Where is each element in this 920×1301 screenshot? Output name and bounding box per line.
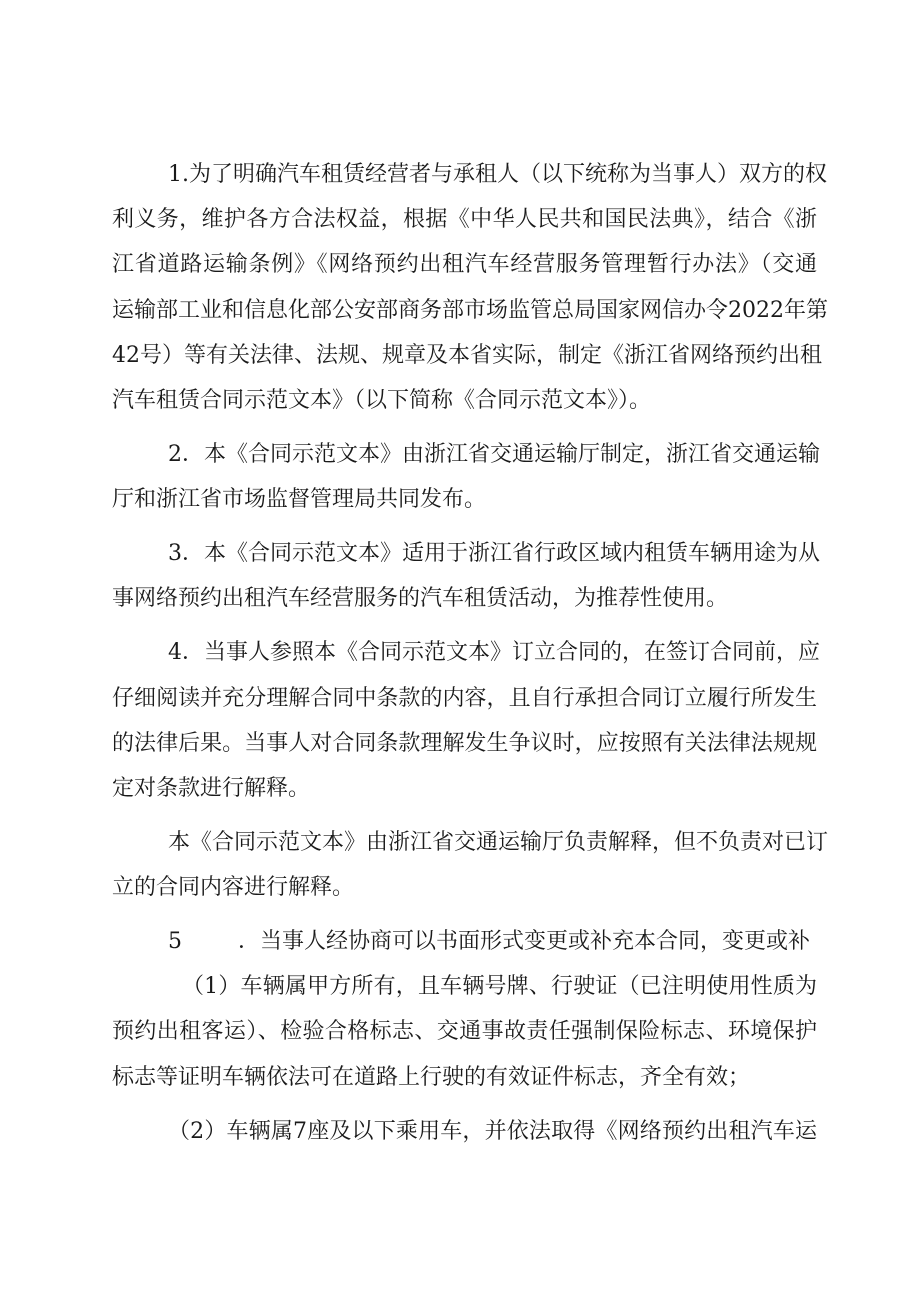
text-line: 汽车租赁合同示范文本》（以下简称《合同示范文本》）。 <box>112 387 652 413</box>
text-line: 5 ．当事人经协商可以书面形式变更或补充本合同，变更或补 <box>168 929 810 955</box>
text-line: （1）车辆属甲方所有，且车辆号牌、行驶证（已注明使用性质为 <box>182 974 817 1000</box>
text-line: 利义务，维护各方合法权益，根据《中华人民共和国民法典》，结合《浙 <box>112 207 817 233</box>
text-line: 3．本《合同示范文本》适用于浙江省行政区域内租赁车辆用途为从 <box>168 541 820 567</box>
text-line: 立的合同内容进行解释。 <box>112 875 355 901</box>
text-line: 的法律后果。当事人对合同条款理解发生争议时，应按照有关法律法规规 <box>112 730 817 756</box>
text-line: 本《合同示范文本》由浙江省交通运输厅负责解释，但不负责对已订 <box>168 829 829 855</box>
text-line: 42号）等有关法律、法规、规章及本省实际，制定《浙江省网络预约出租 <box>112 342 822 368</box>
text-line: 江省道路运输条例》《网络预约出租汽车经营服务管理暂行办法》（交通 <box>112 252 817 278</box>
text-line: 标志等证明车辆依法可在道路上行驶的有效证件标志，齐全有效； <box>112 1064 751 1090</box>
text-line: 1.为了明确汽车租赁经营者与承租人（以下统称为当事人）双方的权 <box>168 162 827 187</box>
text-line: 4．当事人参照本《合同示范文本》订立合同的，在签订合同前，应 <box>168 640 820 666</box>
text-line: 定对条款进行解释。 <box>112 775 311 801</box>
text-line: 仔细阅读并充分理解合同中条款的内容，且自行承担合同订立履行所发生 <box>112 685 817 711</box>
text-line: （2）车辆属7座及以下乘用车，并依法取得《网络预约出租汽车运 <box>168 1118 817 1144</box>
text-line: 2．本《合同示范文本》由浙江省交通运输厅制定，浙江省交通运输 <box>168 441 820 467</box>
text-line: 事网络预约出租汽车经营服务的汽车租赁活动，为推荐性使用。 <box>112 586 729 612</box>
document-body <box>112 162 829 1166</box>
text-line: 厅和浙江省市场监督管理局共同发布。 <box>112 487 487 513</box>
text-line: 预约出租客运）、检验合格标志、交通事故责任强制保险标志、环境保护 <box>112 1019 817 1045</box>
text-line: 运输部工业和信息化部公安部商务部市场监管总局国家网信办令2022年第 <box>112 297 828 323</box>
